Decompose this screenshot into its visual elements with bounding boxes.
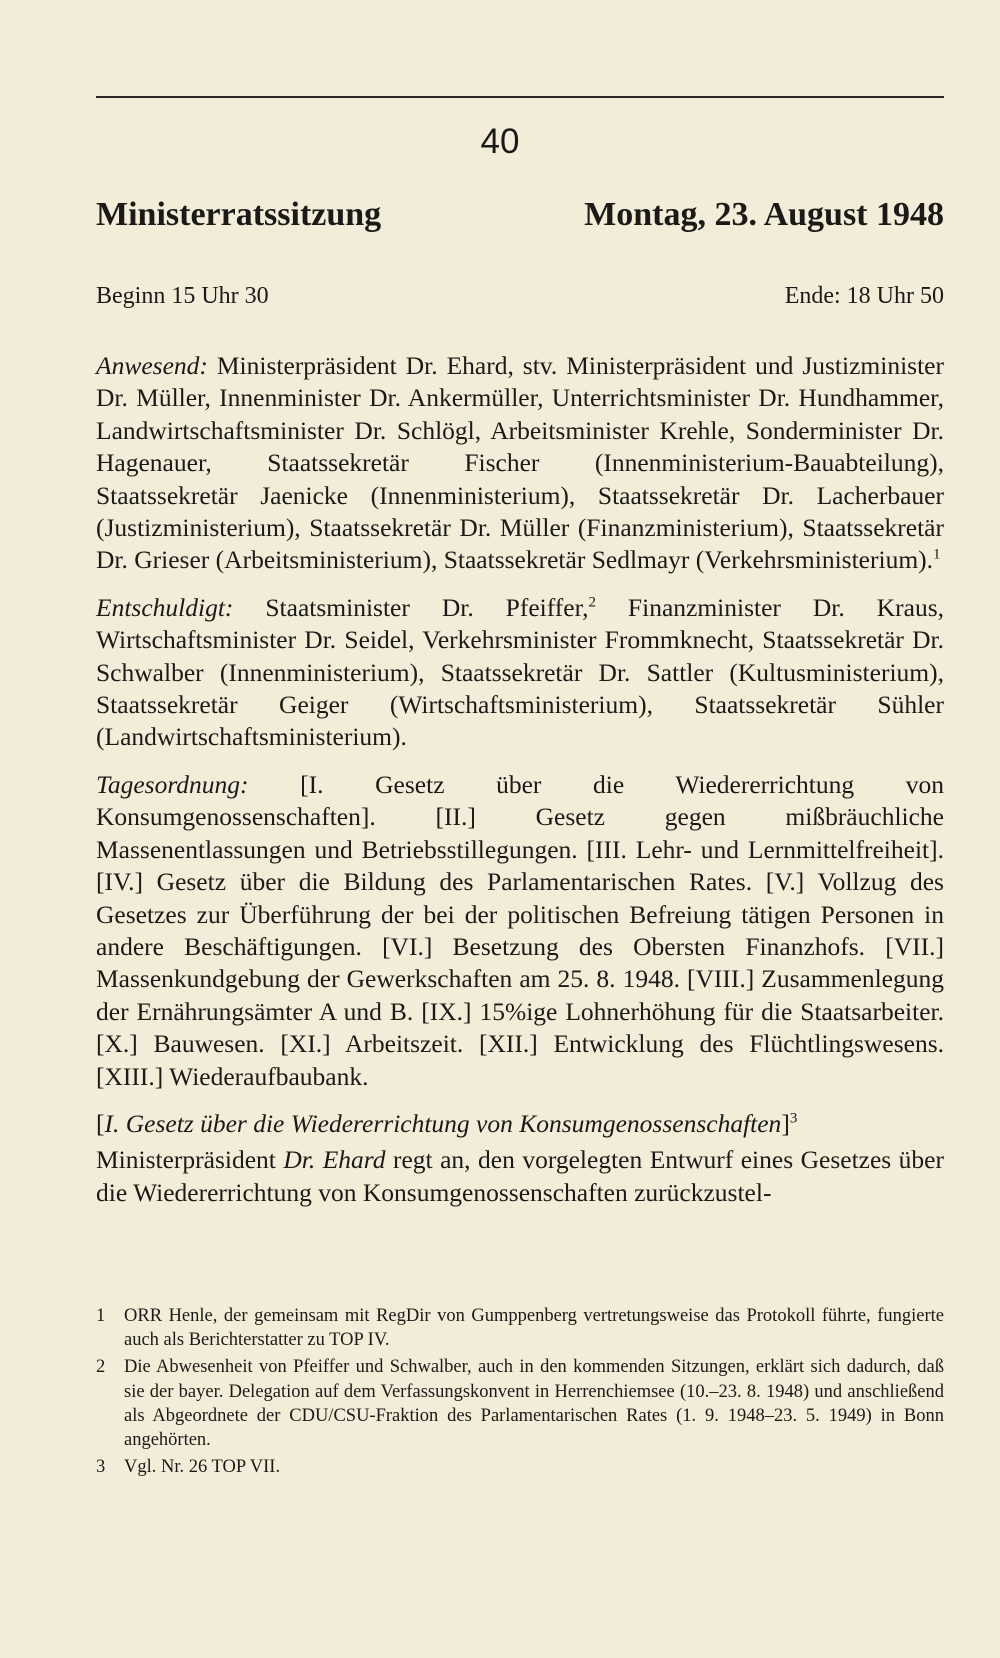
footnote	[96, 1355, 944, 1452]
footnote-number: 3	[96, 1457, 106, 1478]
time-row	[96, 283, 944, 310]
agenda-label: Tagesordnung:	[96, 769, 249, 799]
footnote-ref-1: 1	[933, 546, 941, 563]
agenda	[96, 769, 944, 1093]
document-number: 40	[480, 122, 520, 161]
section-bracket-open: [	[96, 1108, 105, 1138]
speaker-name: Dr. Ehard	[283, 1145, 386, 1175]
attendance-present	[96, 350, 944, 577]
main-text	[96, 350, 944, 1224]
footnote-number: 1	[96, 1306, 106, 1326]
present-label: Anwesend:	[96, 351, 208, 380]
excused-text-1: Staatsminister Dr. Pfeiffer,	[233, 592, 589, 622]
footnote	[96, 1455, 944, 1479]
present-text: Ministerpräsident Dr. Ehard, stv. Ministerpräsident und Justizminister Dr. Müller, Innenminister Dr. Ankermüller, Unterrichtsminister Dr. Hundhammer, Landwirtschaftsminister Dr. Schlögl, Arbeitsminister Krehle, Sonderminister Dr. Hagenauer, Staatssekretär Fischer (Innenministerium-Bauabteilung), Staatssekretär Jaenicke (Innenministerium), Staatssekretär Dr. Lacherbauer (Justizministerium), Staatssekretär Dr. Müller (Finanzministerium), Staatssekretär Dr. Grieser (Arbeitsministerium), Staatssekretär Sedlmayr (Verkehrsministerium).	[96, 351, 944, 575]
footnote	[96, 1304, 944, 1352]
section-title-text: I. Gesetz über die Wiedererrichtung von Konsumgenossenschaften	[104, 1108, 782, 1138]
excused-label: Entschuldigt:	[96, 592, 234, 622]
footnote-ref-2: 2	[588, 594, 596, 611]
section-text-1: Ministerpräsident	[96, 1145, 284, 1175]
footnote-text: Die Abwesenheit von Pfeiffer und Schwalber, auch in den kommenden Sitzungen, erklärt sich dadurch, daß sie der bayer. Delegation auf dem Verfassungskonvent in Herrenchiemsee (10.–23. 8. 1948) und anschließend als Abgeordnete der CDU/CSU-Fraktion des Parlamentarischen Rates (1. 9. 1948–23. 5. 1949) in Bonn angehörten.	[124, 1357, 944, 1451]
agenda-text: [I. Gesetz über die Wiedererrichtung von Konsumgenossenschaften]. [II.] Gesetz gegen mißbräuchliche Massenentlassungen und Betriebsstillegungen. [III. Lehr- und Lernmittelfreiheit]. [IV.] Gesetz über die Bildung des Parlamentarischen Rates. [V.] Vollzug des Gesetzes zur Überführung der bei der politischen Befreiung tätigen Personen in andere Beschäftigungen. [VI.] Besetzung des Obersten Finanzhofs. [VII.] Massenkundgebung der Gewerkschaften am 25. 8. 1948. [VIII.] Zusammenlegung der Ernährungsämter A und B. [IX.] 15%ige Lohnerhöhung für die Staatsarbeiter. [X.] Bauwesen. [XI.] Arbeitszeit. [XII.] Entwicklung des Flüchtlingswesens. [XIII.] Wiederaufbaubank.	[96, 769, 944, 1091]
excused-text-2: Finanzminister Dr. Kraus, Wirtschaftsminister Dr. Seidel, Verkehrsminister Frommknecht, Staatssekretär Dr. Schwalber (Innenministerium), Staatssekretär Dr. Sattler (Kultusministerium), Staatssekretär Geiger (Wirtschaftsministerium), Staatssekretär Sühler (Landwirtschaftsministerium).	[96, 592, 944, 752]
section-title	[96, 1108, 944, 1140]
end-time: Ende: 18 Uhr 50	[784, 283, 944, 309]
meeting-title: Ministerratssitzung	[96, 196, 382, 233]
attendance-excused	[96, 592, 944, 754]
begin-time: Beginn 15 Uhr 30	[96, 283, 269, 309]
footnote-ref-3: 3	[789, 1110, 798, 1127]
header-rule	[96, 96, 944, 98]
footnote-text: Vgl. Nr. 26 TOP VII.	[124, 1457, 281, 1478]
section-paragraph	[96, 1144, 944, 1209]
section-bracket-close: ]	[781, 1108, 790, 1138]
section-text-2: regt an, den vorgelegten Entwurf eines Gesetzes über die Wiedererrichtung von Konsumgenossenschaften zurückzustel-	[96, 1145, 944, 1207]
meeting-date: Montag, 23. August 1948	[584, 196, 944, 233]
footnotes	[96, 1304, 944, 1482]
footnote-number: 2	[96, 1357, 106, 1378]
footnote-text: ORR Henle, der gemeinsam mit RegDir von Gumppenberg vertretungsweise das Protokoll führte, fungierte auch als Berichterstatter zu TOP IV.	[124, 1306, 944, 1351]
title-row	[96, 196, 944, 234]
